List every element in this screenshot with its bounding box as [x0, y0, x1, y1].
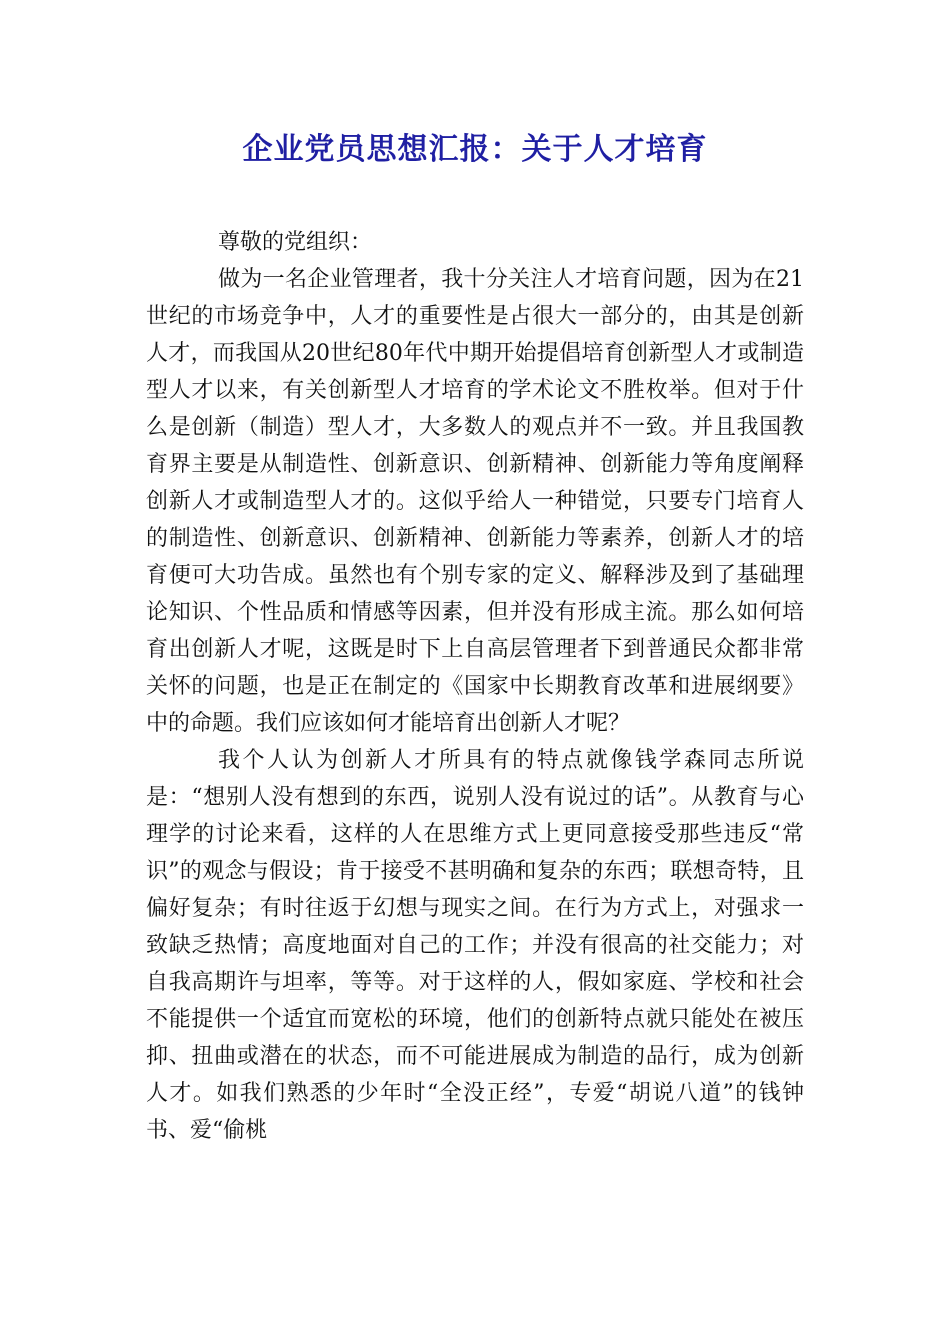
salutation: 尊敬的党组织： — [218, 230, 373, 255]
paragraph-2: 我个人认为创新人才所具有的特点就像钱学森同志所说是：“想别人没有想到的东西，说别人没有说过的话”。从教育与心理学的讨论来看，这样的人在思维方式上更同意接受那些违反“常识”的观念与假设；肯于接受不甚明确和复杂的东西；联想奇特，且偏好复杂；有时往返于幻想与现实之间。在行为方式上，对强求一致缺乏热情；高度地面对自己的工作；并没有很高的社交能力；对自我高期许与坦率，等等。对于这样的人，假如家庭、学校和社会不能提供一个适宜而宽松的环境，他们的创新特点就只能处在被压抑、扭曲或潜在的状态，而不可能进展成为制造的品行，成为创新人才。如我们熟悉的少年时“全没正经”，专爱“胡说八道”的钱钟书、爱“偷桃 — [146, 748, 804, 1143]
document-title: 企业党员思想汇报：关于人才培育 — [242, 132, 708, 167]
paragraph-1: 做为一名企业管理者，我十分关注人才培育问题，因为在21世纪的市场竞争中，人才的重要性是占很大一部分的，由其是创新人才，而我国从20世纪80年代中期开始提倡培育创新型人才或制造型人才以来，有关创新型人才培育的学术论文不胜枚举。但对于什么是创新（制造）型人才，大多数人的观点并不一致。并且我国教育界主要是从制造性、创新意识、创新精神、创新能力等角度阐释创新人才或制造型人才的。这似乎给人一种错觉，只要专门培育人的制造性、创新意识、创新精神、创新能力等素养，创新人才的培育便可大功告成。虽然也有个别专家的定义、解释涉及到了基础理论知识、个性品质和情感等因素，但并没有形成主流。那么如何培育出创新人才呢，这既是时下上自高层管理者下到普通民众都非常关怀的问题，也是正在制定的《国家中长期教育改革和进展纲要》中的命题。我们应该如何才能培育出创新人才呢？ — [146, 267, 804, 736]
document-body — [146, 224, 804, 1157]
